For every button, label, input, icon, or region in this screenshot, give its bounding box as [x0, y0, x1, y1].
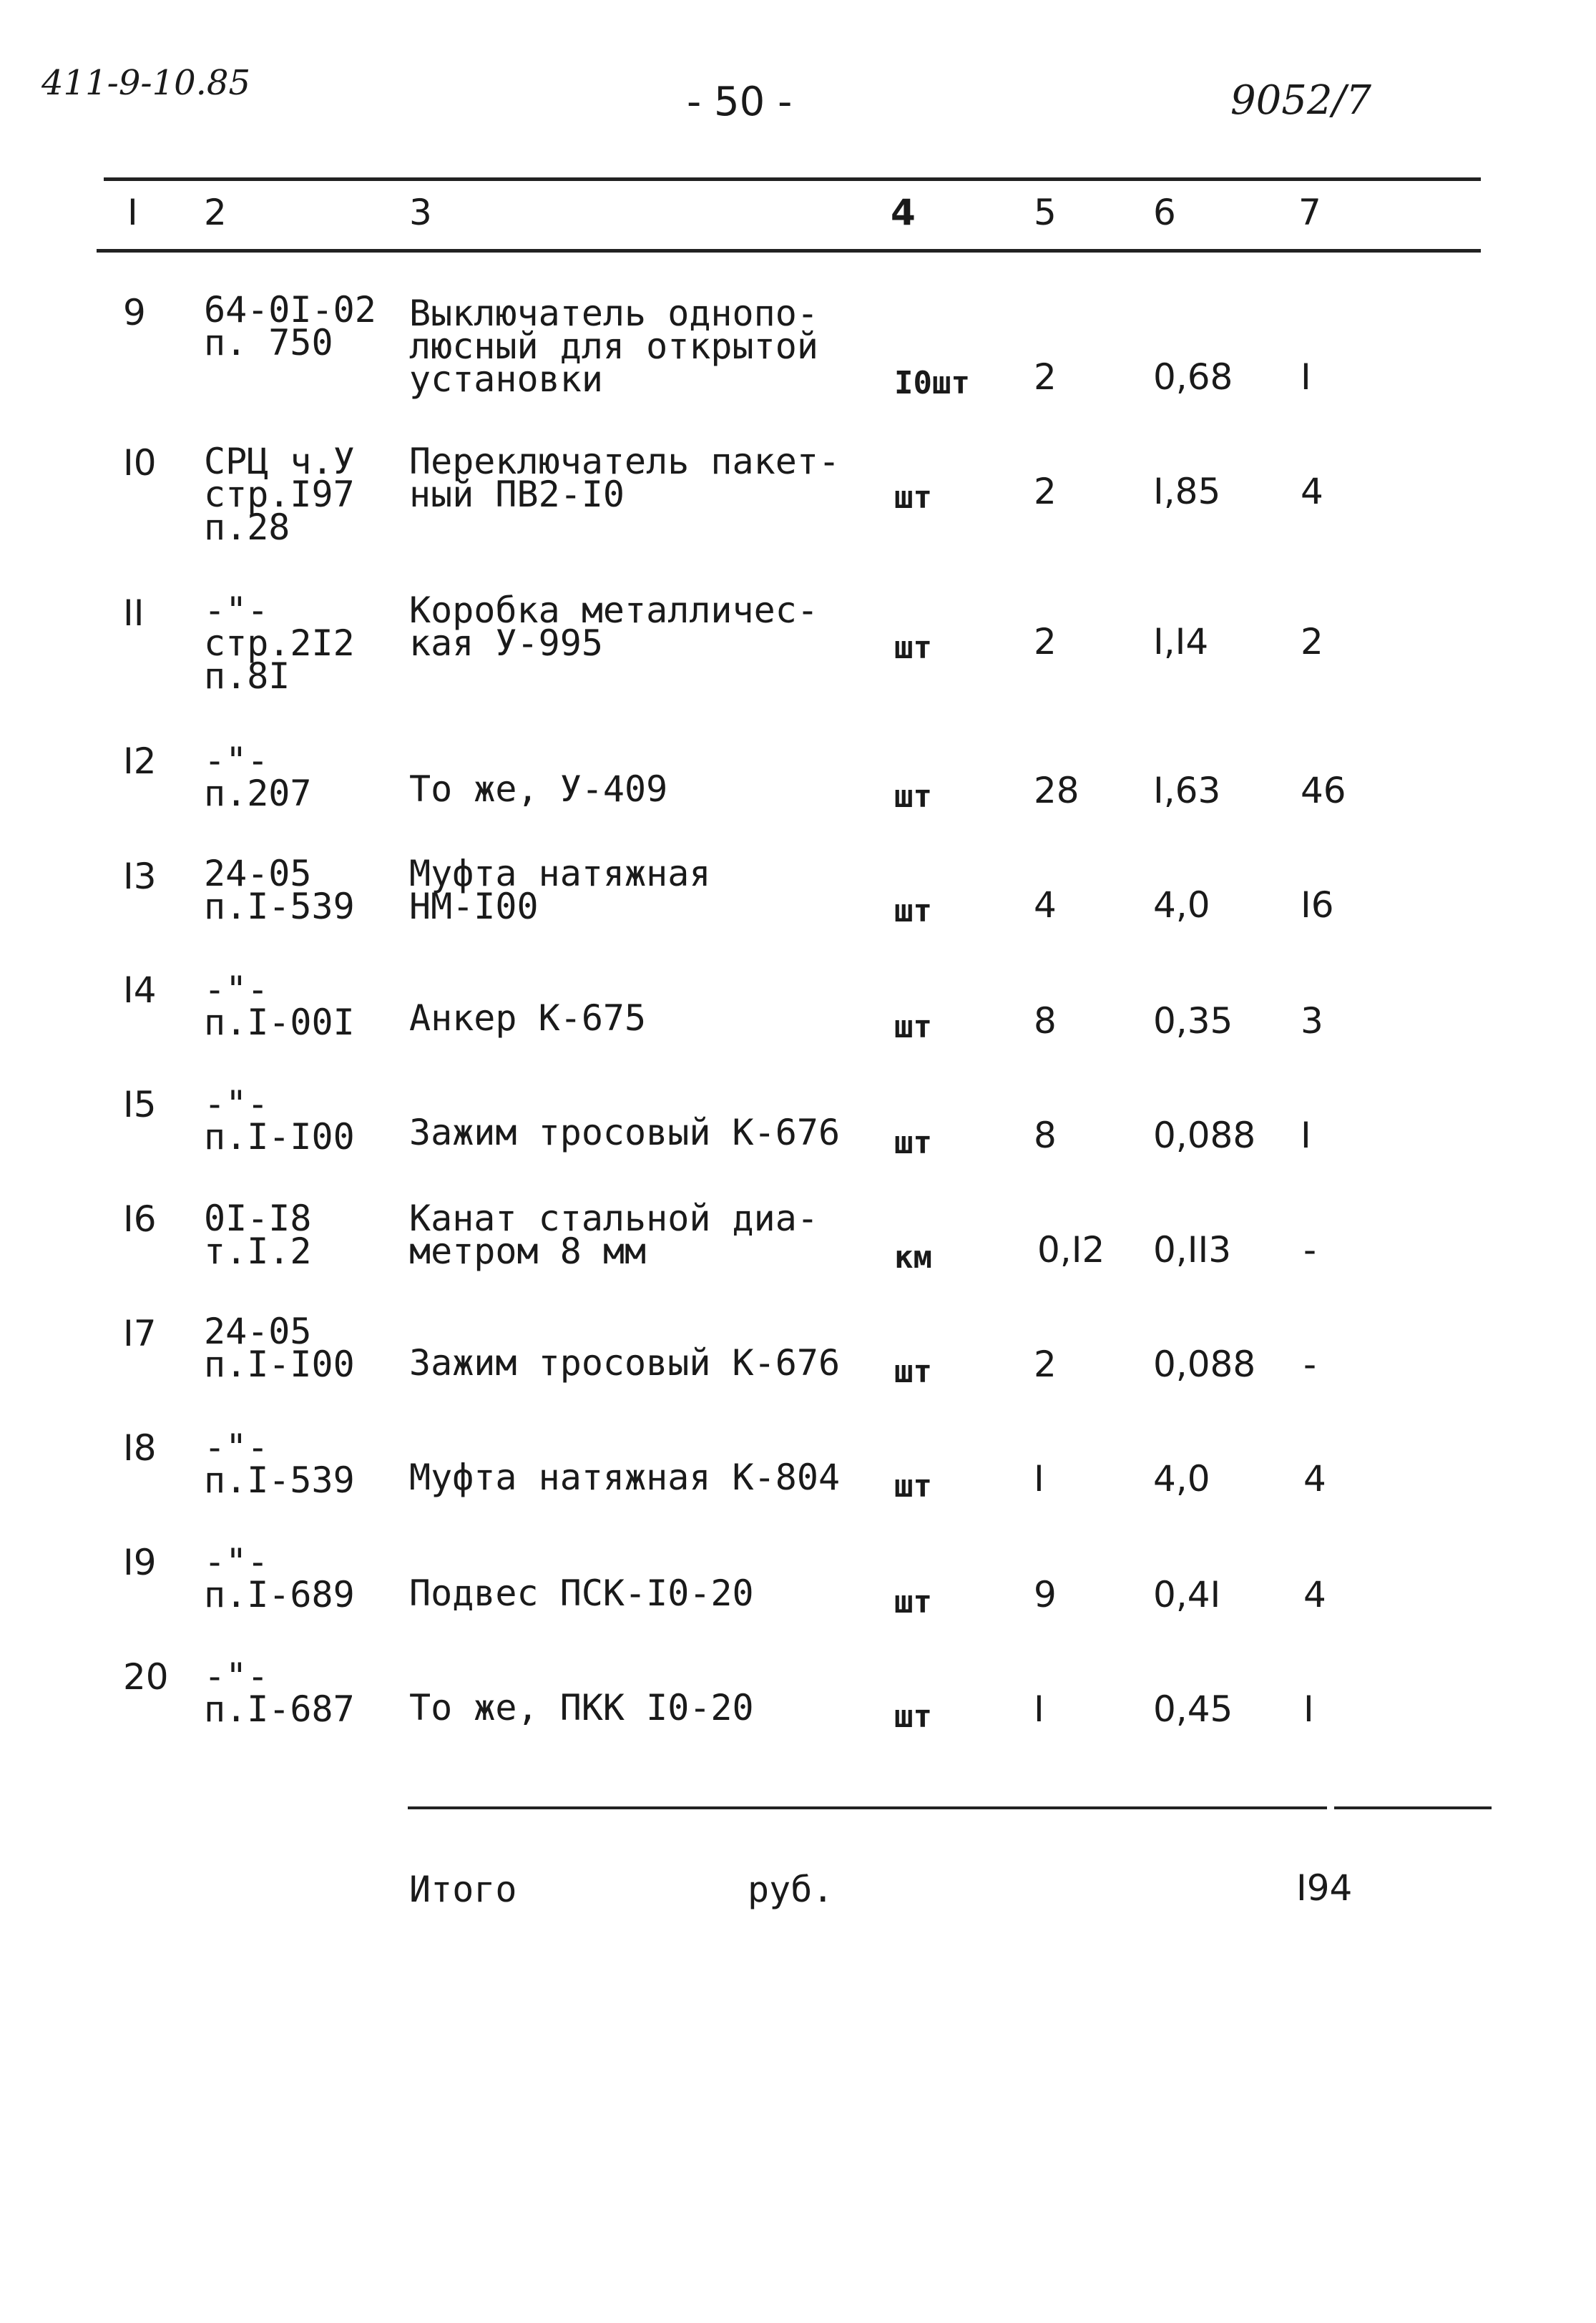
row-quantity: 8 [1034, 1115, 1057, 1156]
row-unit: шт [894, 893, 932, 929]
row-price: 0,II3 [1153, 1229, 1232, 1271]
header-bottom-rule [97, 249, 1481, 253]
row-price: 0,088 [1153, 1115, 1256, 1156]
row-total: 4 [1301, 471, 1323, 512]
row-number: I7 [123, 1313, 157, 1354]
column-header-3: 3 [409, 192, 432, 233]
row-name: Муфта натяжная НМ-I00 [409, 853, 711, 927]
row-quantity: 2 [1034, 471, 1057, 512]
row-price: 0,35 [1153, 1000, 1233, 1042]
row-name: То же, ПКК I0-20 [409, 1687, 754, 1728]
summary-currency: руб. [748, 1869, 834, 1910]
row-name: Подвес ПСК-I0-20 [409, 1573, 754, 1614]
row-total: I6 [1301, 884, 1334, 926]
row-number: 20 [123, 1656, 169, 1698]
row-number: I6 [123, 1198, 157, 1240]
row-total: 4 [1303, 1458, 1326, 1500]
row-reference: -"- п.207 [204, 740, 312, 814]
row-reference: 24-05 п.I-I00 [204, 1311, 355, 1385]
column-header-4: 4 [891, 192, 916, 233]
row-quantity: 9 [1034, 1574, 1057, 1615]
row-name: Коробка металличес- кая У-995 [409, 590, 818, 664]
row-reference: -"- п.I-687 [204, 1656, 355, 1730]
row-number: I8 [123, 1427, 157, 1469]
page-number: - 50 - [687, 79, 793, 125]
row-quantity: 4 [1034, 884, 1057, 926]
summary-label: Итого [409, 1869, 517, 1910]
document-code: 411-9-10.85 [41, 63, 251, 103]
row-quantity: I [1034, 1458, 1044, 1500]
row-unit: шт [894, 630, 932, 666]
row-quantity: 8 [1034, 1000, 1057, 1042]
row-name: Переключатель пакет- ный ПВ2-I0 [409, 441, 841, 515]
row-unit: шт [894, 1584, 932, 1620]
row-unit: шт [894, 1468, 932, 1505]
column-header-1: I [127, 192, 138, 233]
row-unit: шт [894, 479, 932, 516]
column-header-5: 5 [1034, 192, 1057, 233]
row-number: I2 [123, 740, 157, 782]
row-quantity: 28 [1034, 770, 1079, 811]
row-reference: 64-0I-02 п. 750 [204, 289, 376, 363]
summary-rule-right [1334, 1806, 1492, 1809]
row-quantity: 2 [1034, 356, 1057, 398]
column-header-6: 6 [1153, 192, 1176, 233]
row-unit: шт [894, 778, 932, 815]
column-header-2: 2 [204, 192, 227, 233]
row-name: Зажим тросовый К-676 [409, 1112, 841, 1153]
row-reference: -"- п.I-689 [204, 1541, 355, 1615]
row-number: 9 [123, 292, 146, 333]
row-number: I4 [123, 969, 157, 1011]
row-unit: шт [894, 1125, 932, 1161]
row-total: 4 [1303, 1574, 1326, 1615]
row-total: 3 [1301, 1000, 1323, 1042]
summary-rule-left [408, 1806, 1327, 1809]
row-total: 2 [1301, 621, 1323, 662]
row-name: Анкер К-675 [409, 997, 647, 1039]
row-price: 0,68 [1153, 356, 1233, 398]
row-reference: -"- п.I-I00 [204, 1083, 355, 1158]
row-quantity: 2 [1034, 621, 1057, 662]
row-unit: км [894, 1239, 932, 1276]
row-unit: шт [894, 1698, 932, 1735]
row-total: 46 [1301, 770, 1346, 811]
row-price: 4,0 [1153, 884, 1210, 926]
summary-total: I94 [1296, 1867, 1353, 1909]
row-total: I [1303, 1688, 1314, 1730]
row-number: I9 [123, 1542, 157, 1583]
row-quantity: I [1034, 1688, 1044, 1730]
row-price: 0,088 [1153, 1344, 1256, 1385]
row-unit: I0шт [894, 365, 970, 401]
row-quantity: 2 [1034, 1344, 1057, 1385]
row-quantity: 0,I2 [1037, 1229, 1105, 1271]
row-total: - [1303, 1344, 1317, 1385]
row-unit: шт [894, 1354, 932, 1390]
row-reference: 24-05 п.I-539 [204, 853, 355, 927]
row-reference: -"- п.I-539 [204, 1427, 355, 1501]
row-reference: -"- п.I-00I [204, 969, 355, 1043]
row-price: I,85 [1153, 471, 1221, 512]
row-name: Зажим тросовый К-676 [409, 1342, 841, 1384]
row-price: 0,4I [1153, 1574, 1221, 1615]
row-name: Выключатель однопо- люсный для открытой установки [409, 293, 818, 400]
row-total: I [1301, 356, 1311, 398]
row-total: - [1303, 1229, 1317, 1271]
row-number: I5 [123, 1084, 157, 1125]
row-total: I [1301, 1115, 1311, 1156]
row-unit: шт [894, 1009, 932, 1045]
row-reference: -"- стр.2I2 п.8I [204, 590, 355, 697]
sheet-reference: 9052/7 [1230, 77, 1372, 124]
table-top-rule [104, 177, 1481, 181]
row-price: 4,0 [1153, 1458, 1210, 1500]
row-number: I3 [123, 856, 157, 897]
column-header-7: 7 [1298, 192, 1321, 233]
row-reference: СРЦ ч.У стр.I97 п.28 [204, 441, 355, 548]
row-name: Канат стальной диа- метром 8 мм [409, 1198, 818, 1272]
row-price: I,63 [1153, 770, 1221, 811]
row-price: 0,45 [1153, 1688, 1233, 1730]
row-reference: 0I-I8 т.I.2 [204, 1198, 312, 1272]
row-name: То же, У-409 [409, 768, 668, 810]
row-number: II [123, 592, 145, 634]
row-name: Муфта натяжная К-804 [409, 1457, 841, 1498]
row-price: I,I4 [1153, 621, 1209, 662]
row-number: I0 [123, 442, 157, 484]
